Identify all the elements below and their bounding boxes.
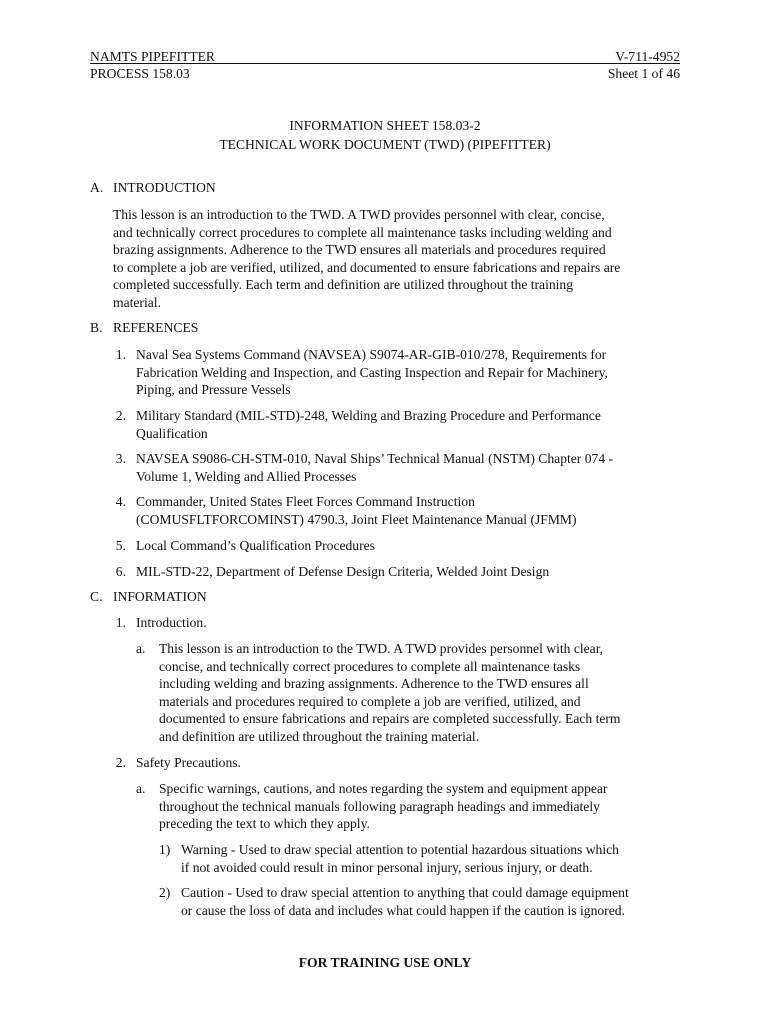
reference-6-number: 6.: [115, 564, 126, 579]
text-line: to complete a job are verified, utilized, and documented to ensure fabrications and repairs are: [113, 259, 621, 275]
info-1a-paragraph: [159, 640, 621, 745]
info-1a-letter: a.: [136, 641, 146, 656]
text-line: Caution - Used to draw special attention to anything that could damage equipment: [181, 885, 629, 900]
info-2a-letter: a.: [136, 781, 146, 796]
text-line: This lesson is an introduction to the TWD. A TWD provides personnel with clear, concise,: [113, 207, 605, 222]
reference-3-number: 3.: [115, 451, 126, 466]
text-line: completed successfully. Each term and definition are utilized throughout the training: [113, 277, 574, 292]
warning-paragraph: [181, 841, 619, 876]
text-line: material.: [113, 294, 161, 310]
reference-2: [136, 407, 601, 442]
text-line: including welding and brazing assignments. Adherence to the TWD ensures all: [159, 676, 589, 691]
text-line: and definition are utilized throughout the training material.: [159, 728, 480, 744]
reference-2-number: 2.: [115, 408, 126, 423]
info-2a-paragraph: [159, 780, 607, 833]
text-line: Qualification: [136, 425, 208, 441]
text-line: Naval Sea Systems Command (NAVSEA) S9074-AR-GIB-010/278, Requirements for: [136, 347, 607, 362]
reference-6: [136, 563, 549, 581]
caution-paragraph: [181, 884, 629, 919]
text-line: This lesson is an introduction to the TWD. A TWD provides personnel with clear,: [159, 641, 604, 656]
sheet-title: INFORMATION SHEET 158.03-2: [289, 118, 481, 133]
text-line: Local Command’s Qualification Procedures: [136, 538, 375, 553]
text-line: preceding the text to which they apply.: [159, 816, 370, 831]
info-2-title: Safety Precautions.: [136, 755, 241, 770]
reference-5: [136, 537, 375, 555]
section-c-title: INFORMATION: [113, 589, 207, 604]
section-b-letter: B.: [90, 320, 103, 335]
text-line: or cause the loss of data and includes what could happen if the caution is ignored.: [181, 902, 625, 918]
sheet-subtitle: TECHNICAL WORK DOCUMENT (TWD) (PIPEFITTER): [219, 137, 551, 152]
text-line: Volume 1, Welding and Allied Processes: [136, 468, 357, 484]
info-1-number: 1.: [115, 615, 126, 630]
text-line: Military Standard (MIL-STD)-248, Welding and Brazing Procedure and Performance: [136, 408, 601, 423]
text-line: if not avoided could result in minor personal injury, serious injury, or death.: [181, 859, 593, 875]
text-line: and technically correct procedures to complete all maintenance tasks including welding and: [113, 224, 612, 240]
text-line: NAVSEA S9086-CH-STM-010, Naval Ships’ Technical Manual (NSTM) Chapter 074 -: [136, 451, 614, 466]
section-b-title: REFERENCES: [113, 320, 199, 335]
text-line: materials and procedures required to complete a job are verified, utilized, and: [159, 693, 581, 709]
info-1-title: Introduction.: [136, 615, 207, 630]
text-line: Warning - Used to draw special attention to potential hazardous situations which: [181, 842, 619, 857]
header-document-number: V-711-4952: [615, 49, 680, 64]
text-line: documented to ensure fabrications and repairs are completed successfully. Each term: [159, 711, 621, 726]
reference-1: [136, 346, 608, 399]
text-line: MIL-STD-22, Department of Defense Design Criteria, Welded Joint Design: [136, 564, 550, 579]
header-course-title: NAMTS PIPEFITTER: [90, 49, 215, 64]
section-a-letter: A.: [90, 180, 104, 195]
reference-4-number: 4.: [115, 494, 126, 509]
text-line: concise, and technically correct procedures to complete all maintenance tasks: [159, 658, 581, 674]
text-line: brazing assignments. Adherence to the TWD ensures all materials and procedures required: [113, 242, 606, 257]
info-2-number: 2.: [115, 755, 126, 770]
header-rule: [90, 63, 680, 64]
warning-number: 1): [159, 842, 171, 857]
text-line: Specific warnings, cautions, and notes regarding the system and equipment appear: [159, 781, 608, 796]
text-line: Fabrication Welding and Inspection, and Casting Inspection and Repair for Machinery,: [136, 364, 608, 380]
reference-5-number: 5.: [115, 538, 126, 553]
text-line: throughout the technical manuals following paragraph headings and immediately: [159, 798, 600, 814]
header-process-number: PROCESS 158.03: [90, 66, 190, 81]
text-line: Piping, and Pressure Vessels: [136, 382, 291, 397]
header-sheet-number: Sheet 1 of 46: [607, 66, 680, 81]
section-c-letter: C.: [90, 589, 103, 604]
text-line: (COMUSFLTFORCOMINST) 4790.3, Joint Fleet Maintenance Manual (JFMM): [136, 511, 577, 527]
reference-1-number: 1.: [115, 347, 126, 362]
reference-4: [136, 493, 577, 528]
caution-number: 2): [159, 885, 171, 900]
section-a-title: INTRODUCTION: [113, 180, 216, 195]
text-line: Commander, United States Fleet Forces Command Instruction: [136, 494, 475, 509]
reference-3: [136, 450, 613, 485]
section-a-paragraph: [113, 206, 620, 311]
footer-training-notice: FOR TRAINING USE ONLY: [298, 955, 472, 970]
